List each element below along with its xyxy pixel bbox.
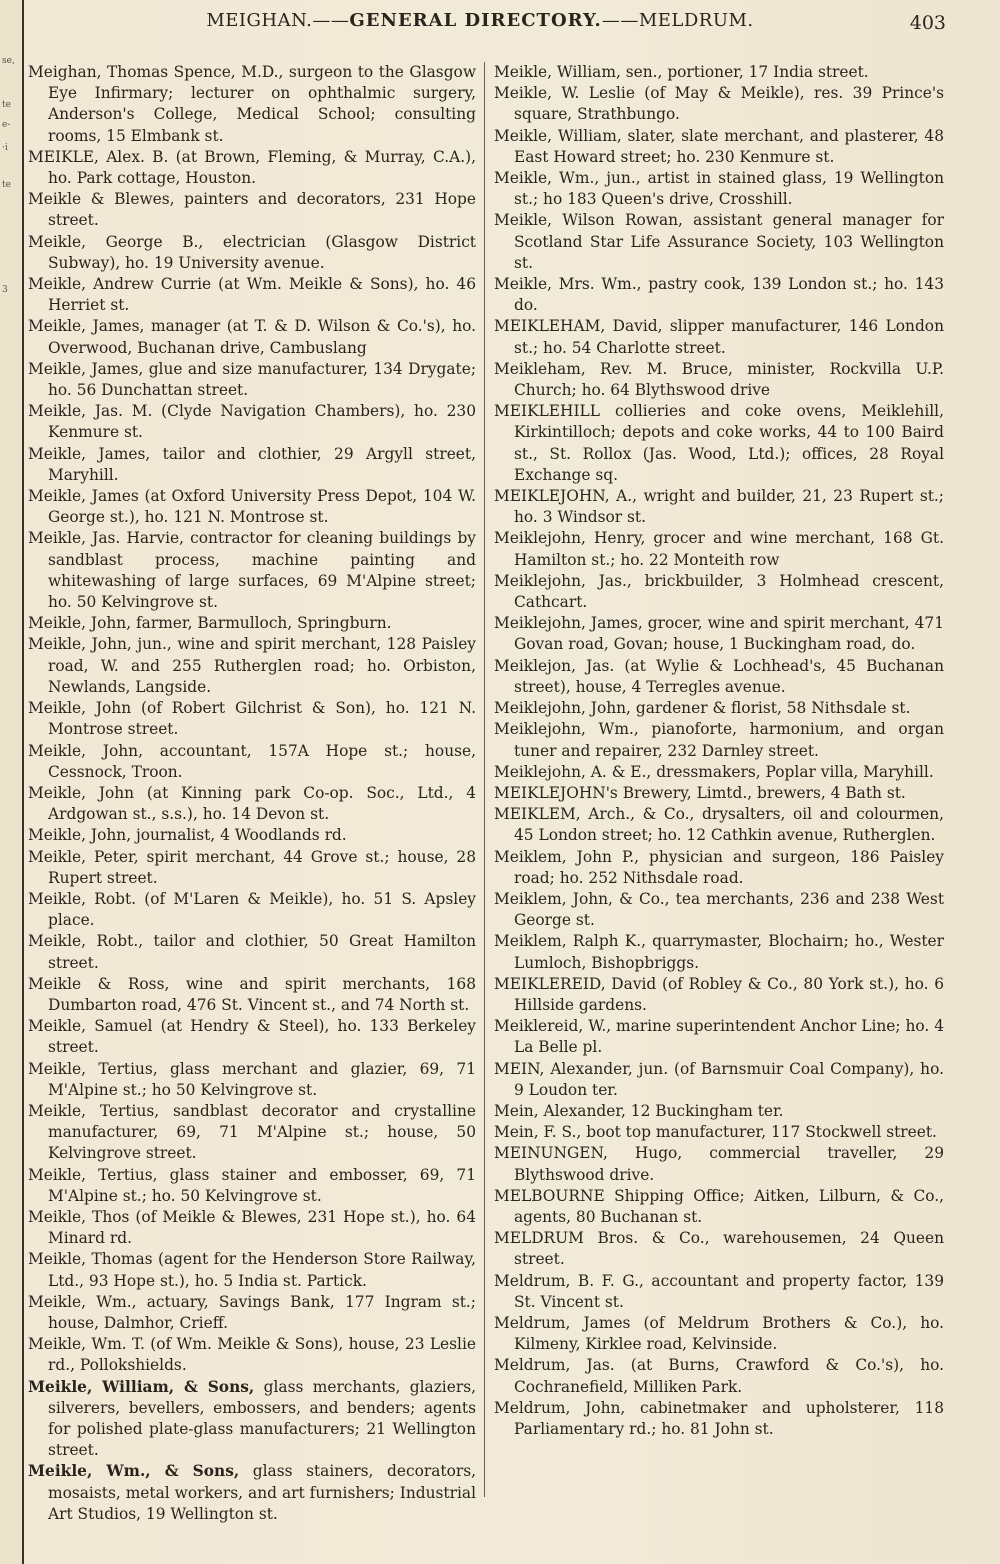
entry-text: Meiklejon, Jas. (at Wylie & Lochhead's, 45 Buchanan street), house, 4 Terregles avenue. — [494, 656, 944, 696]
entry-bold-name: Meikle, William, & Sons, — [28, 1377, 255, 1396]
entry-text: MELBOURNE Shipping Office; Aitken, Lilburn, & Co., agents, 80 Buchanan st. — [494, 1186, 944, 1226]
directory-entry — [28, 783, 476, 825]
entry-text: Meikle, William, sen., portioner, 17 India street. — [494, 63, 869, 81]
directory-entry — [494, 528, 944, 570]
entry-text: Meikle, William, slater, slate merchant, and plasterer, 48 East Howard street; ho. 230 Kenmure st. — [494, 126, 944, 166]
entry-text: Meikle, John, accountant, 157A Hope st.; house, Cessnock, Troon. — [28, 741, 476, 781]
directory-entry — [28, 931, 476, 973]
directory-entry — [28, 528, 476, 613]
directory-entry — [494, 804, 944, 846]
entry-text: MEIKLEJOHN's Brewery, Limtd., brewers, 4 Bath st. — [494, 783, 906, 802]
entry-text: Meikle, Jas. M. (Clyde Navigation Chambers), ho. 230 Kenmure st. — [28, 402, 476, 442]
directory-entry — [494, 613, 944, 655]
directory-entry — [28, 1059, 476, 1101]
directory-entry — [28, 634, 476, 698]
directory-entry — [494, 698, 944, 719]
entry-text: Meiklejohn, A. & E., dressmakers, Poplar villa, Maryhill. — [494, 762, 934, 781]
directory-entry — [28, 1207, 476, 1249]
entry-text: Meighan, Thomas Spence, M.D., surgeon to the Glasgow Eye Infirmary; lecturer on ophthalmic surgery, Anderson's College, Medical School; consulting rooms, 15 Elmbank st. — [28, 63, 476, 145]
directory-entry — [494, 1398, 944, 1440]
entry-text: Meikle, Wm. T. (of Wm. Meikle & Sons), house, 23 Leslie rd., Pollokshields. — [28, 1335, 476, 1375]
binding-gutter — [0, 0, 24, 1564]
directory-entry — [28, 486, 476, 528]
directory-entry — [494, 1228, 944, 1270]
entry-text: Meiklem, John, & Co., tea merchants, 236 and 238 West George st. — [494, 889, 944, 930]
directory-entry — [494, 1271, 944, 1313]
directory-entry — [28, 1165, 476, 1207]
directory-entry — [28, 274, 476, 316]
entry-text: MELDRUM Bros. & Co., warehousemen, 24 Queen street. — [494, 1229, 944, 1269]
directory-entry — [28, 1334, 476, 1376]
entry-text: Meikle, Tertius, glass stainer and embosser, 69, 71 M'Alpine st.; ho. 50 Kelvingrove st. — [28, 1165, 476, 1205]
entry-text: Meikle, Thos (of Meikle & Blewes, 231 Hope st.), ho. 64 Minard rd. — [28, 1207, 476, 1248]
entry-text: glass merchants, glaziers, silverers, bevellers, embossers, and benders; agents for polished plate-glass manufacturers; 21 Wellington street. — [48, 1377, 476, 1460]
directory-entry — [494, 974, 944, 1016]
entry-text: Meikle, Thomas (agent for the Henderson Store Railway, Ltd., 93 Hope st.), ho. 5 India st. Partick. — [28, 1250, 476, 1290]
entry-text: Meikle, John, jun., wine and spirit merchant, 128 Paisley road, W. and 255 Rutherglen road; ho. Orbiston, Newlands, Langside. — [28, 635, 476, 696]
directory-entry — [28, 232, 476, 274]
entry-text: Meikle, Robt. (of M'Laren & Meikle), ho. 51 S. Apsley place. — [28, 889, 476, 930]
directory-entry — [494, 316, 944, 358]
gutter-fragment: se, — [2, 56, 15, 66]
gutter-fragment: 3 — [2, 285, 8, 295]
directory-entry — [494, 1016, 944, 1058]
directory-entry — [28, 316, 476, 358]
entry-text: Meiklem, Ralph K., quarrymaster, Blochairn; ho., Wester Lumloch, Bishopbriggs. — [494, 932, 944, 972]
entry-text: Meldrum, James (of Meldrum Brothers & Co.), ho. Kilmeny, Kirklee road, Kelvinside. — [494, 1313, 944, 1354]
entry-text: MEIKLEHILL collieries and coke ovens, Meiklehill, Kirkintilloch; depots and coke works, 44 to 100 Baird st., St. Rollox (Jas. Wood, Ltd.); offices, 28 Royal Exchange sq. — [494, 402, 944, 484]
entry-text: glass stainers, decorators, mosaists, metal workers, and art furnishers; Industrial Art Studios, 19 Wellington st. — [48, 1462, 476, 1523]
entry-text: Meiklem, John P., physician and surgeon, 186 Paisley road; ho. 252 Nithsdale road. — [494, 847, 944, 887]
directory-entry — [28, 1377, 476, 1462]
directory-entry — [494, 1059, 944, 1101]
directory-entry — [28, 147, 476, 189]
entry-bold-name: Meikle, Wm., & Sons, — [28, 1462, 240, 1481]
gutter-fragment: ·i — [2, 143, 8, 153]
right-column — [494, 62, 944, 1440]
entry-text: Meikle, Jas. Harvie, contractor for cleaning buildings by sandblast process, machine painting and whitewashing of large surfaces, 69 M'Alpine street; ho. 50 Kelvingrove st. — [28, 529, 476, 612]
entry-text: Mein, Alexander, 12 Buckingham ter. — [494, 1101, 784, 1120]
directory-entry — [28, 974, 476, 1016]
directory-entry — [28, 825, 476, 846]
entry-text: Meikle, James, tailor and clothier, 29 Argyll street, Maryhill. — [28, 444, 476, 484]
entry-text: Meikle, John, journalist, 4 Woodlands rd. — [28, 826, 347, 845]
directory-entry — [28, 889, 476, 931]
directory-entry — [494, 783, 944, 804]
directory-entry — [494, 126, 944, 168]
entry-text: Meikle, Wilson Rowan, assistant general manager for Scotland Star Life Assurance Society, 103 Wellington st. — [494, 211, 944, 272]
directory-entry — [494, 83, 944, 125]
entry-text: Meiklejohn, Jas., brickbuilder, 3 Holmhead crescent, Cathcart. — [494, 571, 944, 612]
directory-entry — [494, 719, 944, 761]
directory-entry — [28, 847, 476, 889]
directory-entry — [494, 931, 944, 973]
entry-text: Meikle, Samuel (at Hendry & Steel), ho. 133 Berkeley street. — [28, 1017, 476, 1057]
entry-text: Meikle, Tertius, glass merchant and glazier, 69, 71 M'Alpine st.; ho 50 Kelvingrove st. — [28, 1059, 476, 1099]
entry-text: Meiklereid, W., marine superintendent Anchor Line; ho. 4 La Belle pl. — [494, 1017, 944, 1057]
directory-entry — [28, 62, 476, 147]
directory-entry — [494, 1186, 944, 1228]
directory-entry — [494, 656, 944, 698]
directory-entry — [494, 274, 944, 316]
directory-entry — [494, 359, 944, 401]
directory-entry — [28, 698, 476, 740]
entry-text: Meikle, John (at Kinning park Co-op. Soc., Ltd., 4 Ardgowan st., s.s.), ho. 14 Devon st. — [28, 783, 476, 824]
entry-text: MEIKLEM, Arch., & Co., drysalters, oil and colourmen, 45 London street; ho. 12 Cathkin avenue, Rutherglen. — [494, 805, 944, 845]
directory-entry — [494, 1101, 944, 1122]
header-right: MELDRUM. — [638, 10, 754, 31]
entry-text: Meikle, James, glue and size manufacturer, 134 Drygate; ho. 56 Dunchattan street. — [28, 359, 476, 400]
directory-entry — [28, 741, 476, 783]
entry-text: MEIN, Alexander, jun. (of Barnsmuir Coal Company), ho. 9 Loudon ter. — [494, 1059, 944, 1099]
entry-text: Meikle, Peter, spirit merchant, 44 Grove st.; house, 28 Rupert street. — [28, 847, 476, 887]
entry-text: MEIKLEREID, David (of Robley & Co., 80 York st.), ho. 6 Hillside gardens. — [494, 974, 944, 1014]
directory-entry — [28, 1101, 476, 1165]
entry-text: Meikle & Blewes, painters and decorators, 231 Hope street. — [28, 190, 476, 230]
directory-entry — [28, 1249, 476, 1291]
directory-entry — [28, 189, 476, 231]
entry-text: Meiklejohn, Henry, grocer and wine merchant, 168 Gt. Hamilton st.; ho. 22 Monteith row — [494, 529, 944, 569]
entry-text: MEINUNGEN, Hugo, commercial traveller, 29 Blythswood drive. — [494, 1144, 944, 1184]
header-left: MEIGHAN. — [206, 10, 313, 31]
directory-entry — [494, 486, 944, 528]
entry-text: Meikleham, Rev. M. Bruce, minister, Rockvilla U.P. Church; ho. 64 Blythswood drive — [494, 359, 944, 400]
directory-entry — [28, 1016, 476, 1058]
running-header: MEIGHAN.——GENERAL DIRECTORY.——MELDRUM. — [206, 10, 754, 31]
entry-text: Meikle, John (of Robert Gilchrist & Son), ho. 121 N. Montrose street. — [28, 699, 476, 739]
entry-text: Meikle, James, manager (at T. & D. Wilson & Co.'s), ho. Overwood, Buchanan drive, Cambuslang — [28, 317, 476, 357]
entry-text: Meikle, Andrew Currie (at Wm. Meikle & Sons), ho. 46 Herriet st. — [28, 275, 476, 315]
entry-text: Meikle & Ross, wine and spirit merchants, 168 Dumbarton road, 476 St. Vincent st., and 74 North st. — [28, 974, 476, 1014]
directory-entry — [28, 1461, 476, 1525]
entry-text: Meikle, Wm., actuary, Savings Bank, 177 Ingram st.; house, Dalmhor, Crieff. — [28, 1292, 476, 1332]
gutter-fragment: e- — [2, 120, 11, 130]
directory-entry — [494, 1122, 944, 1143]
entry-text: Meiklejohn, John, gardener & florist, 58 Nithsdale st. — [494, 699, 911, 718]
directory-entry — [494, 401, 944, 486]
column-divider — [484, 62, 485, 1497]
entry-text: Meikle, W. Leslie (of May & Meikle), res. 39 Prince's square, Strathbungo. — [494, 84, 944, 124]
entry-text: Meiklejohn, Wm., pianoforte, harmonium, and organ tuner and repairer, 232 Darnley street. — [494, 720, 944, 760]
entry-text: Meikle, Mrs. Wm., pastry cook, 139 London st.; ho. 143 do. — [494, 275, 944, 315]
directory-entry — [28, 613, 476, 634]
directory-entry — [494, 210, 944, 274]
directory-entry — [494, 1143, 944, 1185]
directory-entry — [28, 444, 476, 486]
entry-text: Meldrum, John, cabinetmaker and upholsterer, 118 Parliamentary rd.; ho. 81 John st. — [494, 1398, 944, 1438]
entry-text: Meikle, John, farmer, Barmulloch, Springburn. — [28, 614, 392, 633]
directory-entry — [28, 1292, 476, 1334]
entry-text: Mein, F. S., boot top manufacturer, 117 Stockwell street. — [494, 1123, 937, 1142]
directory-entry — [494, 1313, 944, 1355]
entry-text: MEIKLE, Alex. B. (at Brown, Fleming, & Murray, C.A.), ho. Park cottage, Houston. — [28, 147, 476, 188]
directory-entry — [494, 62, 944, 83]
directory-entry — [494, 1355, 944, 1397]
header-middle: GENERAL DIRECTORY. — [349, 10, 602, 31]
directory-entry — [494, 762, 944, 783]
directory-entry — [494, 889, 944, 931]
directory-entry — [494, 571, 944, 613]
entry-text: Meikle, Robt., tailor and clothier, 50 Great Hamilton street. — [28, 932, 476, 972]
gutter-fragment: te — [2, 100, 11, 110]
entry-text: Meldrum, Jas. (at Burns, Crawford & Co.'s), ho. Cochranefield, Milliken Park. — [494, 1356, 944, 1396]
entry-text: Meikle, George B., electrician (Glasgow District Subway), ho. 19 University avenue. — [28, 232, 476, 272]
entry-text: Meikle, Wm., jun., artist in stained glass, 19 Wellington st.; ho 183 Queen's drive, Crosshill. — [494, 169, 944, 209]
directory-entry — [494, 847, 944, 889]
directory-entry — [494, 168, 944, 210]
entry-text: Meikle, James (at Oxford University Press Depot, 104 W. George st.), ho. 121 N. Montrose st. — [28, 487, 476, 527]
entry-text: Meikle, Tertius, sandblast decorator and crystalline manufacturer, 69, 71 M'Alpine st.; house, 50 Kelvingrove street. — [28, 1101, 476, 1163]
page-number: 403 — [909, 12, 946, 34]
directory-entry — [28, 359, 476, 401]
entry-text: MEIKLEHAM, David, slipper manufacturer, 146 London st.; ho. 54 Charlotte street. — [494, 317, 944, 357]
entry-text: Meiklejohn, James, grocer, wine and spirit merchant, 471 Govan road, Govan; house, 1 Buckingham road, do. — [494, 614, 944, 654]
directory-entry — [28, 401, 476, 443]
entry-text: Meldrum, B. F. G., accountant and property factor, 139 St. Vincent st. — [494, 1271, 944, 1311]
left-column — [28, 62, 476, 1525]
gutter-fragment: te — [2, 180, 11, 190]
entry-text: MEIKLEJOHN, A., wright and builder, 21, 23 Rupert st.; ho. 3 Windsor st. — [494, 487, 944, 527]
